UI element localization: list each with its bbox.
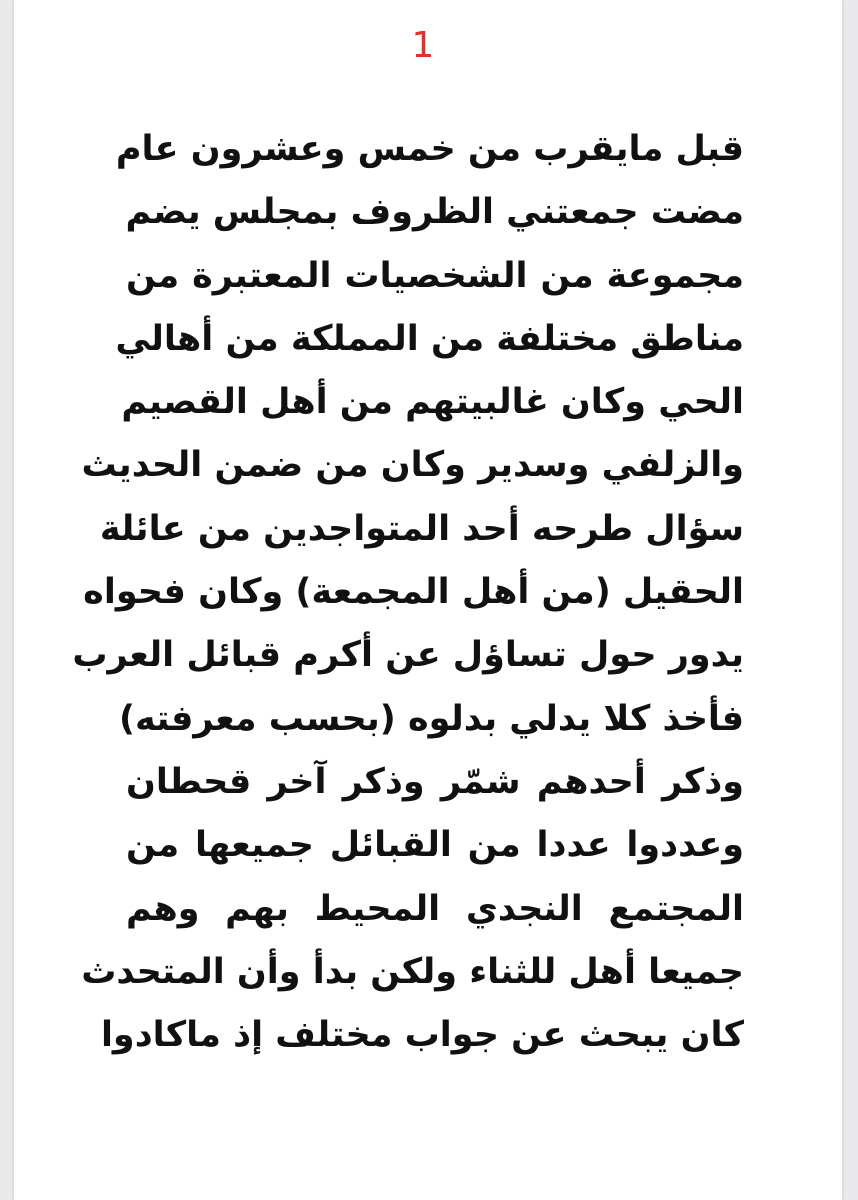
- text-line: وعددوا عددا من القبائل جميعها من: [126, 825, 744, 866]
- text-line: الحي وكان غالبيتهم من أهل القصيم: [121, 382, 744, 423]
- text-line: المجتمع النجدي المحيط بهم وهم: [126, 888, 744, 929]
- text-line: مضت جمعتني الظروف بمجلس يضم: [125, 192, 744, 233]
- body-text: [72, 118, 744, 1067]
- text-line: جميعا أهل للثناء ولكن بدأ وأن المتحدث: [81, 951, 744, 992]
- page-number: 1: [411, 25, 435, 66]
- text-line: فأخذ كلا يدلي بدلوه (بحسب معرفته): [118, 698, 744, 739]
- document-page: [14, 0, 842, 1200]
- text-line: سؤال طرحه أحد المتواجدين من عائلة: [99, 508, 744, 549]
- text-line: والزلفي وسدير وكان من ضمن الحديث: [81, 445, 744, 486]
- text-line: كان يبحث عن جواب مختلف إذ ماكادوا: [100, 1015, 744, 1056]
- text-line: مناطق مختلفة من المملكة من أهالي: [115, 318, 744, 359]
- text-line: وذكر أحدهم شمّر وذكر آخر قحطان: [126, 761, 744, 802]
- text-line: يدور حول تساؤل عن أكرم قبائل العرب: [72, 635, 744, 676]
- text-line: قبل مايقرب من خمس وعشرون عام: [115, 129, 744, 169]
- text-line: مجموعة من الشخصيات المعتبرة من: [126, 255, 744, 296]
- text-line: الحقيل (من أهل المجمعة) وكان فحواه: [83, 572, 744, 613]
